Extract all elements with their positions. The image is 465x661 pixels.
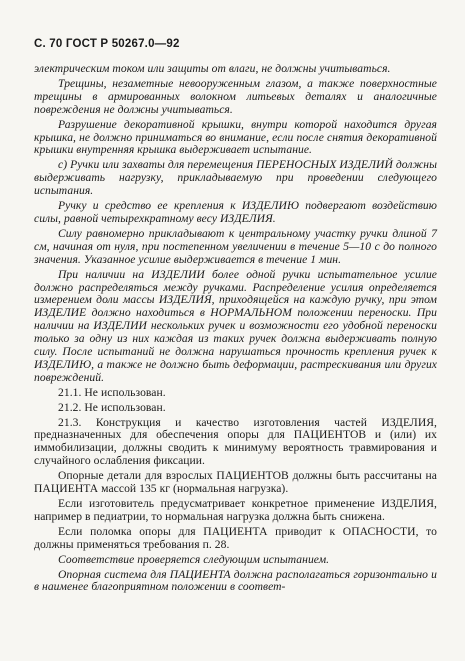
paragraph: Трещины, незаметные невооруженным глазом, а также поверхностные трещины в армированных волокном литьевых деталях и аналогичные повреждения не должны учитываться.	[34, 76, 437, 116]
paragraph: Опорные детали для взрослых ПАЦИЕНТОВ должны быть рассчитаны на ПАЦИЕНТА массой 135 кг (нормальная нагрузка).	[34, 469, 437, 496]
paragraph: Соответствие проверяется следующим испытанием.	[58, 552, 330, 566]
paragraph: Если изготовитель предусматривает конкретное применение ИЗДЕЛИЯ, например в педиатрии, то нормальная нагрузка должна быть снижена.	[34, 497, 437, 523]
paragraph: 21.2. Не использован.	[58, 400, 166, 414]
body-text	[34, 63, 437, 594]
paragraph: электрическим током или защиты от влаги, не должны учитываться.	[34, 62, 391, 75]
paragraph: с) Ручки или захваты для перемещения ПЕРЕНОСНЫХ ИЗДЕЛИЙ должны выдерживать нагрузку, прикладываемую при проведении следующего испытания.	[34, 158, 437, 198]
paragraph: Разрушение декоративной крышки, внутри которой находится другая крышка, не должно приниматься во внимание, если после снятия декоративной крышки внутренняя крышка выдерживает испытание.	[34, 117, 437, 157]
paragraph: При наличии на ИЗДЕЛИИ более одной ручки испытательное усилие должно распределяться между ручками. Распределение усилия определяется измерением доли массы ИЗДЕЛИЯ, приходящейся на каждую ручку, при этом ИЗДЕЛИЕ должно находиться в НОРМАЛЬНОМ положении переноски. При наличии на ИЗДЕЛИИ нескольких ручек и возможности его удобной переноски только за одну из них каждая из таких ручек должна выдерживать полную силу. После испытаний не должна нарушаться прочность крепления ручек к ИЗДЕЛИЮ, а также не должно быть деформации, растрескивания или других повреждений.	[34, 267, 437, 384]
paragraph: Если поломка опоры для ПАЦИЕНТА приводит к ОПАСНОСТИ, то должны применяться требования п. 28.	[34, 524, 437, 551]
paragraph: 21.3. Конструкция и качество изготовления частей ИЗДЕЛИЯ, предназначенных для обеспечения опоры для ПАЦИЕНТОВ и (или) их иммобилизации, должны сводить к минимуму вероятность травмирования и случайного ослабления фиксации.	[34, 415, 437, 468]
paragraph: 21.1. Не использован.	[58, 385, 166, 399]
page-header: С. 70 ГОСТ Р 50267.0—92	[34, 38, 180, 50]
paragraph: Ручку и средство ее крепления к ИЗДЕЛИЮ подвергают воздействию силы, равной четырехкратному весу ИЗДЕЛИЯ.	[34, 199, 437, 225]
paragraph: Силу равномерно прикладывают к центральному участку ручки длиной 7 см, начиная от нуля, при постепенном увеличении в течение 5—10 с до полного значения. Указанное усилие выдерживается в течение 1 мин.	[34, 226, 437, 266]
paragraph: Опорная система для ПАЦИЕНТА должна располагаться горизонтально и в наименее благоприятном положении в соответ-	[34, 567, 437, 594]
